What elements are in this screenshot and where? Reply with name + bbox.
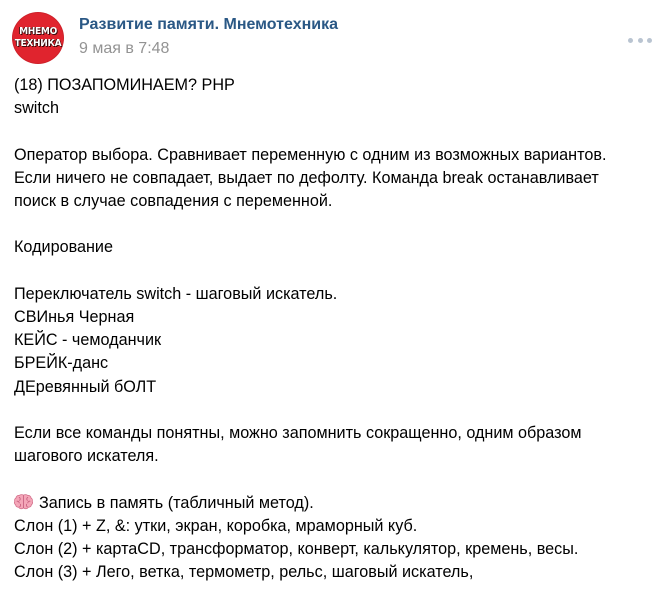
post-text-line [14,399,654,422]
post-text-line: Слон (1) + Z, &: утки, экран, коробка, мраморный куб. [14,516,418,535]
post-text-line [14,213,654,236]
post-text-line: (18) ПОЗАПОМИНАЕМ? PHP [14,76,235,94]
post-text-line: Кодирование [14,238,113,257]
post-text-line: шагового искателя. [14,447,159,466]
post-text-line: Слон (2) + картаCD, трансформатор, конверт, калькулятор, кремень, весы. [14,539,579,558]
post-text-line: ДЕревянный бОЛТ [14,377,157,396]
post-text-line [14,260,654,283]
post-text-line [14,468,654,491]
post-text-line: Если все команды понятны, можно запомнить сокращенно, одним образом [14,423,582,442]
avatar-text-line-1: МНЕМО [19,26,57,37]
community-avatar[interactable] [12,12,64,64]
post-text-line: switch [14,99,59,118]
avatar-text-line-2: ТЕХНИКА [14,38,62,49]
post-text [14,74,654,584]
post-time-link[interactable]: 9 мая в 7:48 [79,40,170,57]
post-text-line: БРЕЙК-данс [14,354,109,373]
author-name-link[interactable]: Развитие памяти. Мнемотехника [79,16,338,33]
brain-emoji-icon [14,494,33,510]
post-text-line-label: Запись в память (табличный метод). [39,493,314,512]
dot-icon [638,38,643,43]
post-header [12,12,652,68]
post-text-line: КЕЙС - чемоданчик [14,331,162,350]
post-text-line: поиск в случае совпадения с переменной. [14,192,333,210]
post-text-line-with-emoji [14,492,654,515]
post-text-line: Оператор выбора. Сравнивает переменную с одним из возможных вариантов. [14,145,607,164]
post-text-line: СВИнья Черная [14,307,135,326]
dot-icon [628,38,633,43]
post-text-line: Переключатель switch - шаговый искатель. [14,284,338,303]
post-text-line: Слон (3) + Лего, ветка, термометр, рельс, шаговый искатель, [14,563,474,582]
dot-icon [647,38,652,43]
post-text-line: Если ничего не совпадает, выдает по дефолту. Команда break останавливает [14,168,599,187]
post-text-line [14,120,654,143]
more-actions-ellipsis-icon[interactable] [628,36,652,44]
